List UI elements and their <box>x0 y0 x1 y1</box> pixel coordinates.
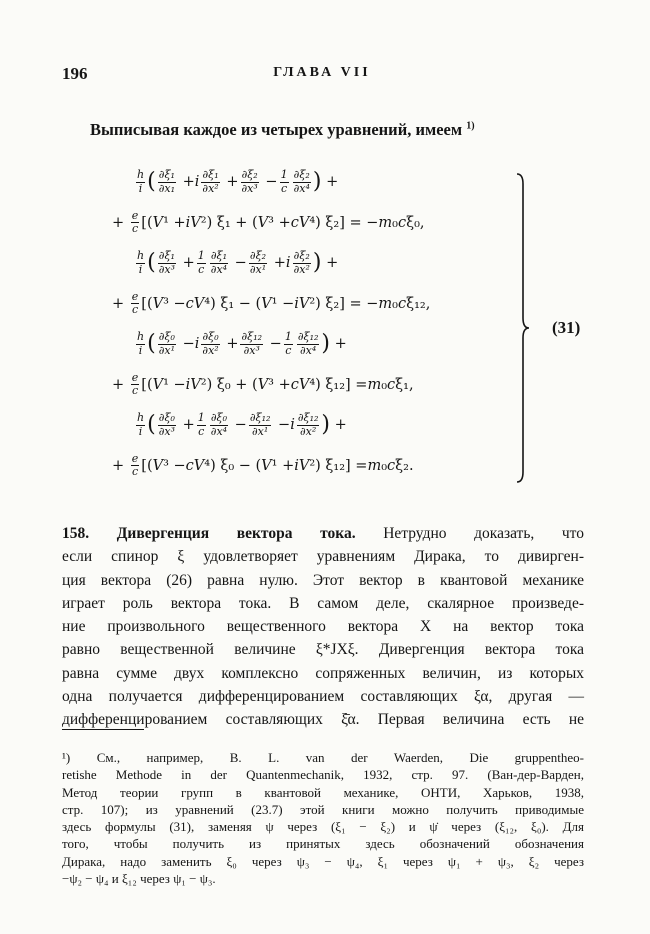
intro-text: Выписывая каждое из четырех уравнений, имеем <box>90 120 463 139</box>
paragraph-line: если спинор ξ удовлетворяет уравнениям Дирака, то дивирген- <box>62 548 584 566</box>
paragraph-text: Нетрудно доказать, что <box>383 525 585 542</box>
right-brace <box>516 172 530 484</box>
paragraph-line: играет роль вектора тока. В самом деле, скалярное произведе- <box>62 594 584 612</box>
footnote <box>62 749 584 887</box>
footnote-line: Метод теории групп в квантовой механике, ОНТИ, Харьков, 1938, <box>62 784 584 800</box>
equation-line: + $\frac{e}{c}$ [( V ³ − cV ⁴) ξ₁ − ( V ¹ − iV ²) ξ₂] = − m ₀ c ξ₁₂, <box>112 289 431 317</box>
paragraph-line: равно вещественной величине ξ*JXξ. Дивергенция вектора тока <box>62 641 584 659</box>
paragraph-line <box>62 522 584 545</box>
equation-line: + $\frac{e}{c}$ [( V ³ − cV ⁴) ξ₀ − ( V ¹ + iV ²) ξ₁₂] = m ₀ c ξ₂. <box>112 451 414 479</box>
paragraph-line: ция вектора (26) равна нулю. Этот вектор в квантовой механике <box>62 571 584 589</box>
paragraph-line: ние произвольного вещественного вектора X на вектор тока <box>62 618 584 636</box>
equation-line: $\frac{h}{i}$ ( $\frac{\text{∂ξ₀}}{\text{∂x¹}}$ − i $\frac{\text{∂ξ₀}}{\text{∂x²}}$ + $\frac{\text{∂ξ₁₂}}{\text{∂x³}}$ − $\frac{1}{c}$ $\frac{\text{∂ξ₁₂}}{\text{∂x⁴}}$ ) + <box>137 330 347 357</box>
section-paragraph <box>62 522 584 732</box>
intro-sentence <box>90 120 475 140</box>
equation-line: + $\frac{e}{c}$ [( V ¹ + iV ²) ξ₁ + ( V ³ + cV ⁴) ξ₂] = − m ₀ c ξ₀, <box>112 208 425 236</box>
section-number: 158. <box>62 525 90 542</box>
equation-line: $\frac{h}{i}$ ( $\frac{\text{∂ξ₁}}{\text{∂x₁}}$ + i $\frac{\text{∂ξ₁}}{\text{∂x²}}$ + $\frac{\text{∂ξ₂}}{\text{∂x³}}$ − $\frac{1}{c}$ $\frac{\text{∂ξ₂}}{\text{∂x⁴}}$ ) + <box>137 168 339 195</box>
footnote-line: того, чтобы получить из принятых здесь обозначений обозначения <box>62 836 584 852</box>
page-number: 196 <box>62 64 88 83</box>
paragraph-line: равна сумме двух комплексно сопряженных величин, из которых <box>62 664 584 682</box>
paragraph-line: дифференцированием составляющих ξ̄α. Первая величина есть не <box>62 711 584 729</box>
equation-system <box>112 162 517 486</box>
equation-line: $\frac{h}{i}$ ( $\frac{\text{∂ξ₁}}{\text{∂x³}}$ + $\frac{1}{c}$ $\frac{\text{∂ξ₁}}{\text{∂x⁴}}$ − $\frac{\text{∂ξ₂}}{\text{∂x¹}}$ + i $\frac{\text{∂ξ₂}}{\text{∂x²}}$ ) + <box>137 249 339 276</box>
footnote-divider <box>62 729 144 730</box>
footnote-line: −ψ₂ − ψ₄ и ξ₁₂ через ψ₁ − ψ₃. <box>62 871 216 887</box>
footnote-line: здесь формулы (31), заменяя ψ через (ξ₁ − ξ₂) и ψ̇ через (ξ₁₂, ξ₀). Для <box>62 819 584 835</box>
footnote-line: ¹) См., например, B. L. van der Waerden, Die gruppentheo- <box>62 750 584 765</box>
page-header <box>62 64 582 90</box>
equation-number: (31) <box>552 318 581 337</box>
footnote-line: стр. 107); из уравнений (23.7) этой книги можно получить приводимые <box>62 801 584 817</box>
equation-line: $\frac{h}{i}$ ( $\frac{\text{∂ξ₀}}{\text{∂x³}}$ + $\frac{1}{c}$ $\frac{\text{∂ξ₀}}{\text{∂x⁴}}$ − $\frac{\text{∂ξ₁₂}}{\text{∂x¹}}$ − i $\frac{\text{∂ξ₁₂}}{\text{∂x²}}$ ) + <box>137 411 347 438</box>
paragraph-line: одна получается дифференцированием составляющих ξα, другая — <box>62 688 584 706</box>
section-title: Дивергенция вектора тока. <box>116 525 356 542</box>
chapter-title: ГЛАВА VII <box>273 65 371 80</box>
footnote-line: Дирака, надо заменить ξ₀ через ψ₃ − ψ₄, ξ₁ через ψ₁ + ψ₃, ξ₂ через <box>62 853 584 869</box>
footnote-ref: 1) <box>466 120 475 132</box>
footnote-line: retishe Methode in der Quantenmechanik, 1932, стр. 97. (Ван-дер-Варден, <box>62 767 584 783</box>
equation-line: + $\frac{e}{c}$ [( V ¹ − iV ²) ξ₀ + ( V ³ + cV ⁴) ξ₁₂] = m ₀ c ξ₁, <box>112 370 414 398</box>
